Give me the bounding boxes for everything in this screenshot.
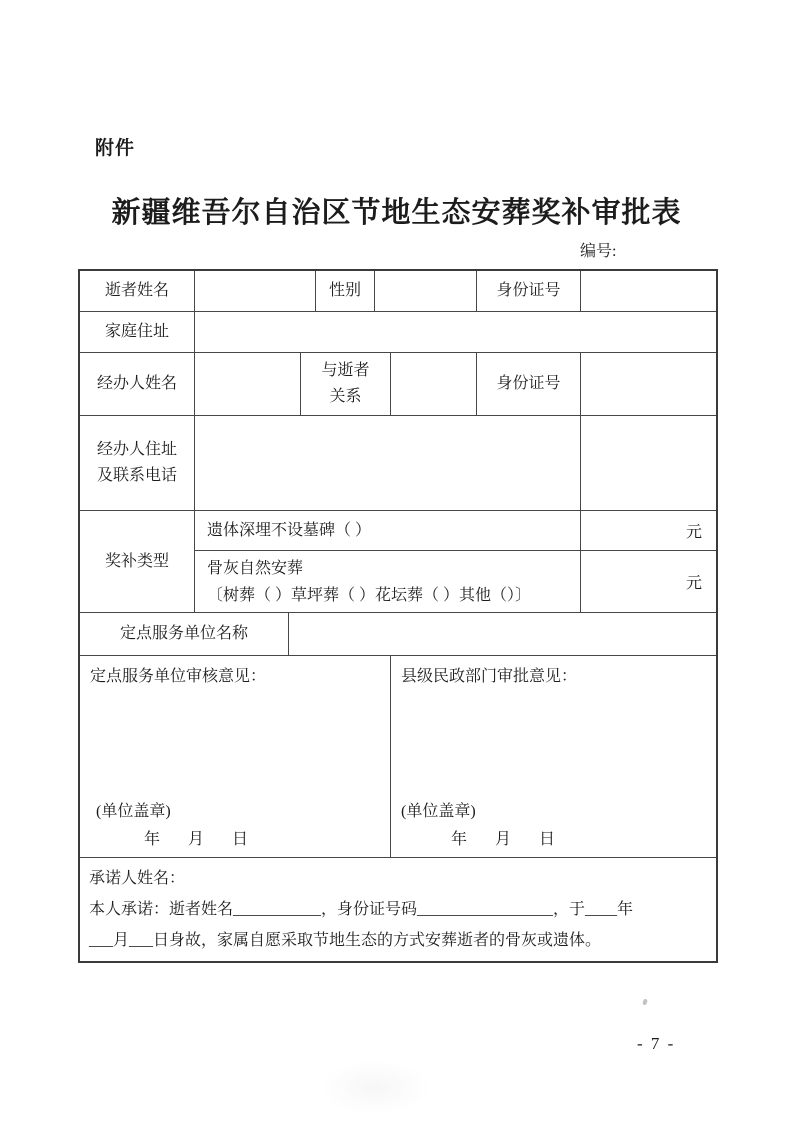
deceased-id-label: 身份证号 xyxy=(477,271,581,311)
commitment-row xyxy=(80,858,716,961)
deceased-name-field xyxy=(195,271,316,311)
subsidy-option-burial-text: 遗体深埋不设墓碑（ ） xyxy=(195,511,581,550)
service-unit-field xyxy=(289,613,716,655)
civil-affairs-date-label: 年 月 日 xyxy=(451,831,562,849)
service-unit-review-cell xyxy=(80,656,391,857)
agent-contact-label: 经办人住址 及联系电话 xyxy=(80,416,195,510)
form-title: 新疆维吾尔自治区节地生态安葬奖补审批表 xyxy=(111,197,682,229)
scan-smudge xyxy=(320,1060,430,1115)
service-unit-seal-label: (单位盖章) xyxy=(96,803,171,821)
commitment-name-line: 承诺人姓名： xyxy=(89,870,186,888)
subsidy-options xyxy=(195,511,716,613)
home-address-label: 家庭住址 xyxy=(80,312,195,352)
deceased-row xyxy=(80,271,716,312)
page-number: - 7 - xyxy=(637,1034,676,1053)
deceased-id-field xyxy=(581,271,716,311)
subsidy-option-burial-unit: 元 xyxy=(685,523,702,541)
civil-affairs-review-cell xyxy=(391,656,716,857)
agent-name-field xyxy=(195,353,301,415)
subsidy-option-ashes-row xyxy=(195,551,716,613)
subsidy-type-label: 奖补类型 xyxy=(80,511,195,613)
gender-field xyxy=(375,271,477,311)
subsidy-option-ashes-text: 骨灰自然安葬 〔树葬（ ）草坪葬（ ）花坛葬（ ）其他（）〕 xyxy=(195,551,581,613)
scan-speck xyxy=(642,999,648,1006)
service-unit-row xyxy=(80,613,716,656)
subsidy-type-row xyxy=(80,511,716,614)
subsidy-option-ashes-unit: 元 xyxy=(685,575,702,593)
agent-relation-field xyxy=(391,353,477,415)
serial-number-label: 编号: xyxy=(580,243,617,260)
service-unit-review-title: 定点服务单位审核意见： xyxy=(90,668,267,686)
service-unit-date-label: 年 月 日 xyxy=(144,831,255,849)
deceased-name-label: 逝者姓名 xyxy=(80,271,195,311)
agent-id-field xyxy=(581,353,716,415)
subsidy-option-burial-row xyxy=(195,511,716,551)
agent-contact-field xyxy=(195,416,581,510)
attachment-label: 附件 xyxy=(95,138,136,159)
service-unit-label: 定点服务单位名称 xyxy=(80,613,289,655)
approval-form-table xyxy=(78,269,718,963)
agent-name-label: 经办人姓名 xyxy=(80,353,195,415)
commitment-statement-line1: 本人承诺：逝者姓名___________，身份证号码_________________，于____年 xyxy=(89,901,634,919)
commitment-cell xyxy=(80,858,716,961)
home-address-row xyxy=(80,312,716,353)
agent-contact-row xyxy=(80,416,716,511)
civil-affairs-seal-label: (单位盖章) xyxy=(401,803,476,821)
agent-relation-label: 与逝者 关系 xyxy=(301,353,391,415)
commitment-statement-line2: ___月___日身故，家属自愿采取节地生态的方式安葬逝者的骨灰或遗体。 xyxy=(89,932,602,950)
agent-row xyxy=(80,353,716,416)
gender-label: 性别 xyxy=(316,271,375,311)
home-address-field xyxy=(195,312,716,352)
agent-id-label: 身份证号 xyxy=(477,353,581,415)
agent-contact-field-right xyxy=(581,416,716,510)
review-row xyxy=(80,656,716,858)
civil-affairs-review-title: 县级民政部门审批意见： xyxy=(401,668,578,686)
